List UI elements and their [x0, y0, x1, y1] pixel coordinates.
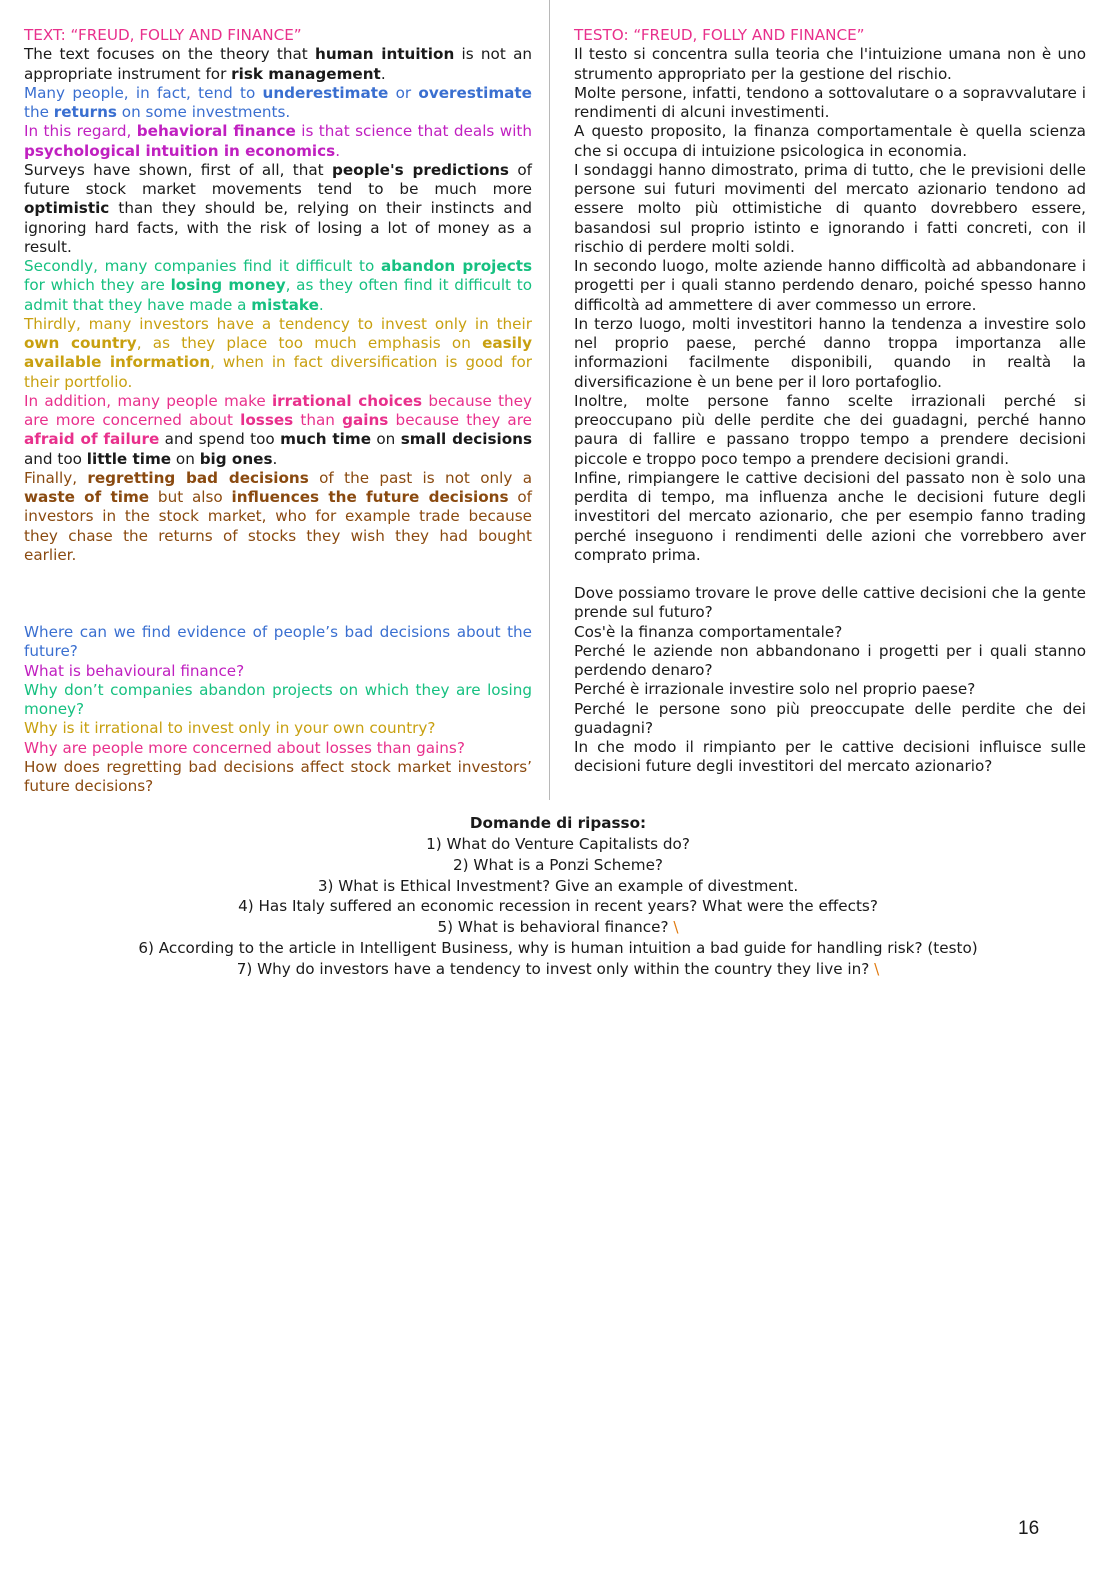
column-divider — [549, 0, 550, 800]
english-question-4: Why is it irrational to invest only in your own country? — [24, 719, 436, 738]
english-question-5: Why are people more concerned about losses than gains? — [24, 738, 465, 757]
text-run: and spend too — [159, 430, 281, 449]
review-question-text: 7) Why do investors have a tendency to invest only within the country they live in? — [236, 959, 870, 978]
text-run: on some investments. — [116, 103, 291, 121]
english-paragraph-1 — [24, 45, 532, 84]
english-paragraph-5 — [24, 257, 532, 315]
italian-column — [574, 26, 1086, 777]
highlight-term: psychological intuition in economics — [24, 141, 336, 160]
highlight-term: abandon projects — [380, 257, 532, 275]
italian-question-3: Perché le aziende non abbandonano i progetti per i quali stanno perdendo denaro? — [574, 641, 1086, 679]
review-question-5 — [0, 917, 1116, 938]
review-questions — [0, 812, 1116, 980]
italian-question-4: Perché è irrazionale investire solo nel proprio paese? — [574, 680, 976, 699]
highlight-term: afraid of failure — [24, 430, 160, 449]
english-question-1: Where can we find evidence of people’s bad decisions about the future? — [24, 623, 532, 661]
review-question-text: 1) What do Venture Capitalists do? — [426, 835, 690, 853]
highlight-term: little time — [86, 449, 172, 468]
text-run: . — [380, 64, 386, 83]
text-run: Finally, — [24, 468, 88, 487]
english-question-6: How does regretting bad decisions affect stock market investors’ future decisions? — [24, 757, 532, 795]
italian-paragraph-8: Infine, rimpiangere le cattive decisioni del passato non è solo una perdita di tempo, ma influenza anche le decisioni future degli investitori del mercato azionario, che per esempio fanno trading perché inseguono i rendimenti delle azioni che vorrebbero aver comprato prima. — [574, 468, 1086, 564]
italian-title: TESTO: “FREUD, FOLLY AND FINANCE” — [574, 26, 865, 44]
highlight-term: mistake — [251, 295, 319, 314]
text-run: . — [272, 449, 278, 468]
backslash-marker: \ — [673, 918, 679, 937]
review-question-7 — [0, 959, 1116, 980]
italian-question-2: Cos'è la finanza comportamentale? — [574, 622, 843, 641]
text-run: , when in fact diversification is good for their portfolio. — [24, 353, 532, 391]
text-run: , as they often find it difficult to admit that they have made a — [24, 276, 532, 314]
review-question-6 — [0, 938, 1116, 959]
text-run: of investors in the stock market, who for example trade because they chase the returns of stocks they wish they had bought earlier. — [24, 488, 532, 564]
spacer — [574, 565, 1086, 584]
text-run: but also — [149, 488, 232, 506]
highlight-term: behavioral finance — [136, 122, 296, 141]
english-question-2: What is behavioural finance? — [24, 661, 245, 680]
text-run: the — [24, 103, 54, 121]
highlight-term: irrational choices — [271, 391, 423, 410]
highlight-term: losing money — [170, 276, 286, 295]
review-question-3 — [0, 876, 1116, 897]
review-question-2 — [0, 855, 1116, 876]
highlight-term: big ones — [199, 449, 273, 468]
highlight-term: optimistic — [24, 199, 110, 218]
page-number: 16 — [1018, 1518, 1040, 1539]
italian-paragraph-5: In secondo luogo, molte aziende hanno difficoltà ad abbandonare i progetti per i quali stanno perdendo denaro, poiché spesso hanno difficoltà ad ammettere di aver commesso un errore. — [574, 257, 1086, 314]
highlight-term: waste of time — [24, 488, 150, 506]
text-run: than — [293, 411, 343, 429]
english-paragraph-2 — [24, 84, 532, 123]
highlight-term: easily available information — [24, 334, 532, 372]
highlight-term: gains — [342, 411, 389, 429]
text-run: The text focuses on the theory that — [24, 45, 316, 64]
review-question-4 — [0, 896, 1116, 917]
backslash-marker: \ — [874, 959, 880, 978]
highlight-term: regretting bad decisions — [87, 468, 309, 487]
text-run: Surveys have shown, first of all, that — [24, 160, 332, 179]
italian-question-1: Dove possiamo trovare le prove delle cattive decisioni che la gente prende sul futuro? — [574, 584, 1086, 622]
text-run: or — [388, 83, 419, 102]
highlight-term: own country — [24, 334, 137, 352]
text-run: for which they are — [24, 276, 171, 295]
highlight-term: small decisions — [400, 430, 532, 449]
review-heading: Domande di ripasso: — [469, 814, 647, 832]
text-run: because they are — [388, 411, 532, 429]
spacer — [24, 565, 532, 623]
text-run: of the past is not only a — [308, 468, 533, 487]
italian-paragraph-7: Inoltre, molte persone fanno scelte irrazionali perché si preoccupano più delle perdite che dei guadagni, perché hanno paura di fallire e passano troppo tempo a prendere decisioni piccole e troppo poco tempo a prendere decisioni grandi. — [574, 391, 1086, 468]
italian-paragraph-4: I sondaggi hanno dimostrato, prima di tutto, che le previsioni delle persone sui futuri movimenti del mercato azionario tendono ad essere molto più ottimistiche di quanto dovrebbero essere, basandosi sul proprio istinto e ignorando i fatti concreti, con il rischio di perdere molti soldi. — [574, 160, 1086, 256]
review-question-text: 6) According to the article in Intelligent Business, why is human intuition a bad guide for handling risk? (testo) — [138, 938, 978, 957]
highlight-term: underestimate — [262, 83, 389, 102]
highlight-term: losses — [240, 411, 294, 429]
text-run: and too — [24, 449, 87, 468]
italian-question-6: In che modo il rimpianto per le cattive decisioni influisce sulle decisioni future degli investitori del mercato azionario? — [574, 738, 1086, 776]
highlight-term: people's predictions — [331, 160, 509, 179]
english-title: TEXT: “FREUD, FOLLY AND FINANCE” — [24, 26, 302, 44]
text-run: because they are more concerned about — [24, 391, 533, 429]
text-run: of future stock market movements tend to be much more — [24, 160, 532, 198]
highlight-term: much time — [280, 430, 371, 449]
review-question-text: 2) What is a Ponzi Scheme? — [453, 855, 663, 874]
text-run: than they should be, relying on their instincts and ignoring hard facts, with the risk of losing a lot of money as a result. — [24, 199, 532, 256]
highlight-term: influences the future decisions — [231, 488, 509, 506]
text-run: is that science that deals with — [295, 122, 532, 141]
english-column — [24, 26, 532, 796]
italian-question-5: Perché le persone sono più preoccupate delle perdite che dei guadagni? — [574, 699, 1086, 737]
highlight-term: risk management — [231, 64, 381, 83]
highlight-term: overestimate — [418, 83, 532, 102]
italian-paragraph-2: Molte persone, infatti, tendono a sottovalutare o a sopravvalutare i rendimenti di alcuni investimenti. — [574, 83, 1086, 121]
italian-paragraph-3: A questo proposito, la finanza comportamentale è quella scienza che si occupa di intuizione psicologica in economia. — [574, 122, 1086, 160]
text-run: . — [318, 295, 324, 314]
review-question-text: 3) What is Ethical Investment? Give an example of divestment. — [317, 876, 799, 895]
highlight-term: returns — [53, 103, 117, 121]
review-question-text: 4) Has Italy suffered an economic recession in recent years? What were the effects? — [238, 897, 878, 916]
english-paragraph-6 — [24, 315, 532, 392]
english-paragraph-7 — [24, 392, 532, 469]
english-paragraph-8 — [24, 469, 532, 565]
english-paragraph-3 — [24, 122, 532, 161]
english-question-3: Why don’t companies abandon projects on which they are losing money? — [24, 680, 532, 718]
english-paragraph-4 — [24, 161, 532, 257]
review-question-text: 5) What is behavioral finance? — [437, 918, 669, 937]
text-run: Many people, in fact, tend to — [24, 83, 263, 102]
text-run: In addition, many people make — [24, 391, 272, 410]
text-run: In this regard, — [24, 122, 137, 141]
highlight-term: human intuition — [315, 45, 455, 64]
text-run: . — [335, 141, 341, 160]
text-run: is not an appropriate instrument for — [24, 45, 533, 83]
text-run: on — [171, 449, 200, 468]
text-run: on — [371, 430, 401, 449]
text-run: Thirdly, many investors have a tendency to invest only in their — [24, 314, 532, 333]
text-run: , as they place too much emphasis on — [136, 334, 483, 352]
text-run: Secondly, many companies find it difficult to — [24, 257, 381, 275]
italian-paragraph-6: In terzo luogo, molti investitori hanno la tendenza a investire solo nel proprio paese, perché danno troppa importanza alle informazioni facilmente disponibili, quando in realtà la diversificazione è un bene per il loro portafoglio. — [574, 314, 1086, 391]
review-question-1 — [0, 834, 1116, 855]
italian-paragraph-1: Il testo si concentra sulla teoria che l'intuizione umana non è uno strumento appropriato per la gestione del rischio. — [574, 45, 1086, 83]
